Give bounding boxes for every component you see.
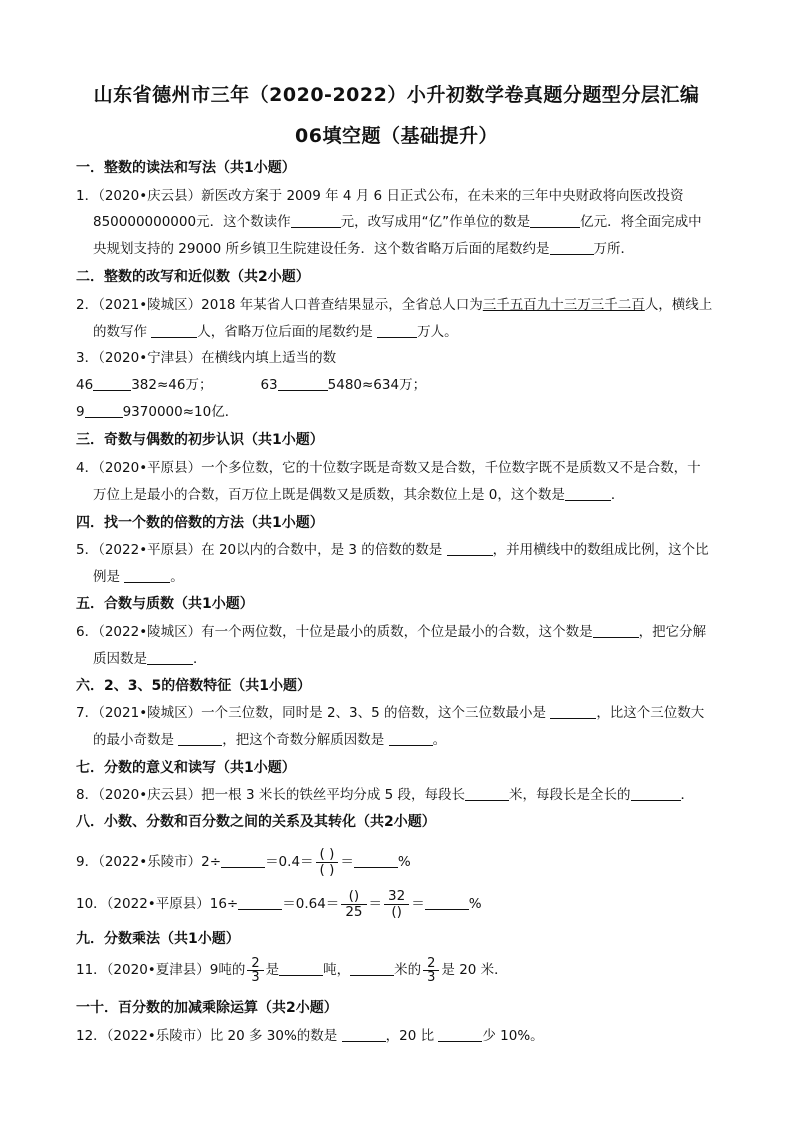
section-heading-6: 六．2、3、5的倍数特征（共1小题） [76,678,311,694]
question-1-line-3: 央规划支持的 29000 所乡镇卫生院建设任务．这个数省略万后面的尾数约是 万所． [93,241,635,257]
section-heading-9: 九．分数乘法（共1小题） [76,931,240,947]
question-5-line-2: 例是 。 [93,569,184,585]
answer-blank[interactable] [291,213,341,228]
section-heading-3: 三．奇数与偶数的初步认识（共1小题） [76,432,324,448]
answer-blank[interactable] [438,1027,482,1042]
question-1-line-1: 1．（2020•庆云县）新医改方案于 2009 年 4 月 6 日正式公布，在未来的三年中央财政将向医改投资 [76,188,684,204]
answer-blank[interactable] [550,704,596,719]
question-3-line-2: 46 382≈46万； 63 5480≈634万； [76,377,427,393]
answer-blank[interactable] [377,323,417,338]
fraction-blank[interactable]: $\frac{()}{25}$ [341,889,366,920]
answer-blank[interactable] [342,1027,386,1042]
answer-blank[interactable] [354,853,398,868]
question-7-line-2: 的最小奇数是 ，把这个奇数分解质因数是 。 [93,732,447,748]
page-title: 山东省德州市三年（2020-2022）小升初数学卷真题分题型分层汇编 [93,84,700,106]
answer-blank[interactable] [178,731,222,746]
section-heading-8: 八．小数、分数和百分数之间的关系及其转化（共2小题） [76,814,436,830]
answer-blank[interactable] [465,786,509,801]
fraction-blank[interactable]: $\frac{( )}{( )}$ [316,847,339,878]
question-5-line-1: 5．（2022•平原县）在 20以内的合数中，是 3 的倍数的数是 ，并用横线中的数组成比例，这个比 [76,542,709,558]
answer-blank[interactable] [278,376,328,391]
section-heading-1: 一．整数的读法和写法（共1小题） [76,160,296,176]
question-1-line-2: 850000000000元．这个数读作 元，改写成用“亿”作单位的数是 亿元．将全面完成中 [93,214,702,230]
answer-blank[interactable] [530,213,580,228]
answer-blank[interactable] [389,731,433,746]
answer-blank[interactable] [593,623,639,638]
section-heading-7: 七．分数的意义和读写（共1小题） [76,760,296,776]
question-7-line-1: 7．（2021•陵城区）一个三位数，同时是 2、3、5 的倍数，这个三位数最小是 ，比这个三位数大 [76,705,705,721]
fraction: $\frac{2}{3}$ [423,957,439,984]
answer-blank[interactable] [238,895,282,910]
fraction-blank[interactable]: $\frac{32}{()}$ [384,889,409,920]
fraction: $\frac{2}{3}$ [247,957,263,984]
answer-blank[interactable] [425,895,469,910]
answer-blank[interactable] [279,961,323,976]
question-9: 9．（2022•乐陵市）2÷ ＝0.4＝ $\frac{( )}{( )}$ ＝ % [76,845,411,878]
question-3-line-3: 9 9370000≈10亿． [76,404,239,420]
question-12: 12．（2022•乐陵市）比 20 多 30%的数是 ，20 比 少 10%。 [76,1028,544,1044]
question-8-line-1: 8．（2020•庆云县）把一根 3 米长的铁丝平均分成 5 段，每段长 米，每段长是全长的 ． [76,787,695,803]
answer-blank[interactable] [565,486,611,501]
question-10: 10．（2022•平原县）16÷ ＝0.64＝ $\frac{()}{25}$ ＝ $\frac{32}{()}$ ＝ % [76,887,482,920]
question-2-line-2: 的数写作 人，省略万位后面的尾数约是 万人。 [93,324,458,340]
question-4-line-1: 4．（2020•平原县）一个多位数，它的十位数字既是奇数又是合数，千位数字既不是质数又不是合数，十 [76,460,701,476]
question-2-line-1: 2．（2021•陵城区）2018 年某省人口普查结果显示，全省总人口为三千五百九十三万三千二百人，横线上 [76,297,713,313]
answer-blank[interactable] [350,961,394,976]
question-6-line-2: 质因数是 ． [93,651,207,667]
question-4-line-2: 万位上是最小的合数，百万位上既是偶数又是质数，其余数位上是 0，这个数是 ． [93,487,625,503]
section-heading-10: 一十．百分数的加减乘除运算（共2小题） [76,1000,338,1016]
answer-blank[interactable] [151,323,197,338]
answer-blank[interactable] [85,403,123,418]
answer-blank[interactable] [550,240,594,255]
answer-blank[interactable] [147,650,193,665]
answer-blank[interactable] [631,786,681,801]
answer-blank[interactable] [124,568,170,583]
answer-blank[interactable] [93,376,131,391]
answer-blank[interactable] [447,541,493,556]
question-3-line-1: 3．（2020•宁津县）在横线内填上适当的数 [76,350,337,366]
section-heading-2: 二．整数的改写和近似数（共2小题） [76,269,310,285]
page-subtitle: 06填空题（基础提升） [295,125,498,147]
section-heading-4: 四．找一个数的倍数的方法（共1小题） [76,515,324,531]
answer-blank[interactable] [221,853,265,868]
question-6-line-1: 6．（2022•陵城区）有一个两位数，十位是最小的质数，个位是最小的合数，这个数是 ，把它分解 [76,624,707,640]
question-11: 11．（2020•夏津县）9吨的 $\frac{2}{3}$ 是 吨， 米的 $\frac{2}{3}$ 是 20 米． [76,955,508,985]
section-heading-5: 五．合数与质数（共1小题） [76,596,254,612]
